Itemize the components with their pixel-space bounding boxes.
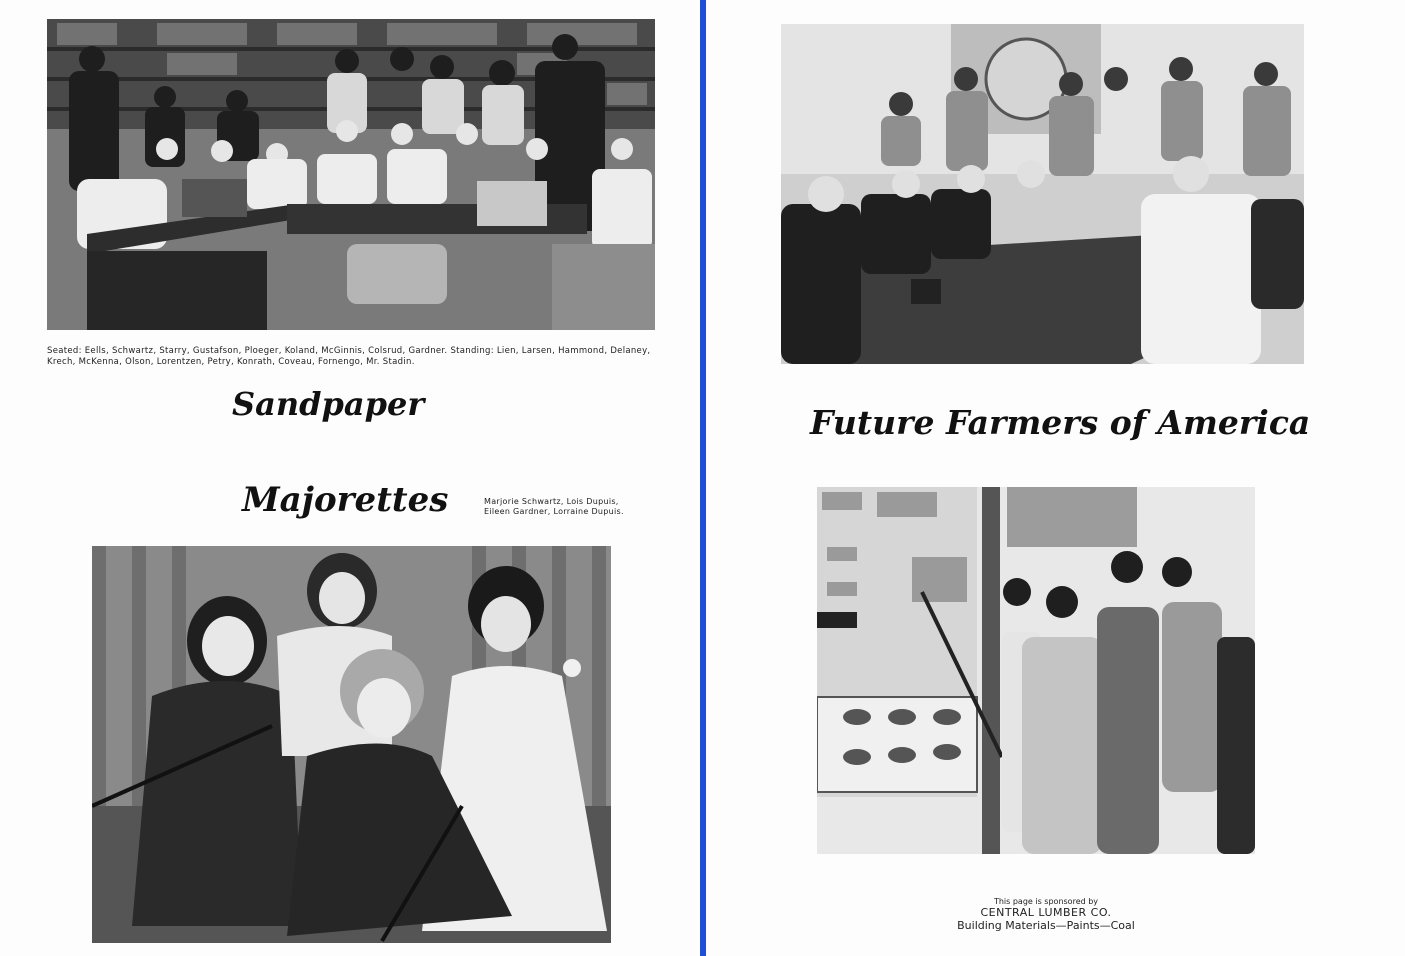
sandpaper-caption-line-1: Seated: Eells, Schwartz, Starry, Gustafson, Ploeger, Koland, McGinnis, Colsrud, Gardner. Standing: Lien, Larsen, Hammond, Delaney, bbox=[47, 346, 651, 356]
sponsor-company: CENTRAL LUMBER CO. bbox=[980, 906, 1112, 919]
majorettes-names bbox=[484, 497, 644, 517]
sponsor-products: Building Materials—Paints—Coal bbox=[957, 919, 1135, 932]
majorettes-names-line-1: Marjorie Schwartz, Lois Dupuis, bbox=[484, 497, 619, 506]
majorettes-names-line-2: Eileen Gardner, Lorraine Dupuis. bbox=[484, 507, 624, 516]
ffa-title: Future Farmers of America bbox=[810, 403, 1311, 442]
sponsor-line: This page is sponsored by bbox=[993, 897, 1099, 906]
sandpaper-caption bbox=[47, 346, 667, 368]
ffa-meeting-photo bbox=[781, 24, 1304, 364]
left-page bbox=[0, 0, 700, 956]
sponsor-block bbox=[926, 897, 1166, 932]
majorettes-photo bbox=[92, 546, 611, 943]
majorettes-title: Majorettes bbox=[242, 480, 449, 520]
sandpaper-group-photo bbox=[47, 19, 655, 330]
sandpaper-title: Sandpaper bbox=[232, 385, 425, 423]
right-page bbox=[706, 0, 1405, 956]
ffa-display-photo bbox=[817, 487, 1255, 854]
sandpaper-caption-line-2: Krech, McKenna, Olson, Lorentzen, Petry, Konrath, Coveau, Fornengo, Mr. Stadin. bbox=[47, 357, 415, 367]
